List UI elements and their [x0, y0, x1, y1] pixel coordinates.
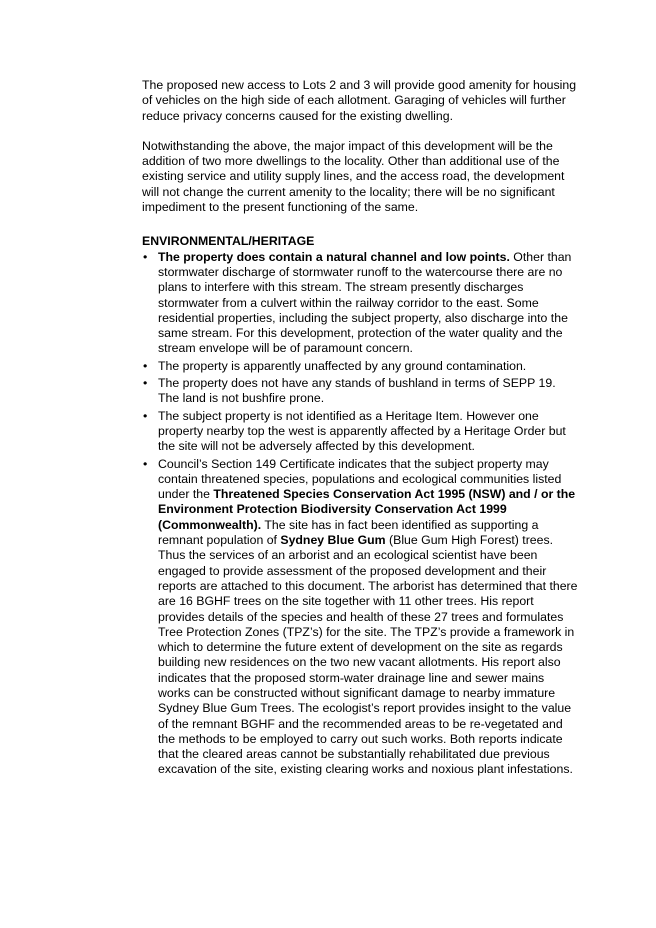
list-item: [142, 376, 578, 407]
section-heading: ENVIRONMENTAL/HERITAGE: [142, 234, 315, 249]
item-text: The site has in fact been identified as supporting a remnant population of: [158, 517, 539, 548]
bold-text: The property does contain a natural channel and low points.: [158, 249, 510, 264]
item-text: The property does not have any stands of bushland in terms of SEPP 19. The land is not bushfire prone.: [158, 376, 556, 406]
list-item: [142, 409, 578, 455]
bullet-icon: •: [143, 376, 148, 391]
bullet-icon: •: [143, 408, 148, 423]
bold-text: Sydney Blue Gum: [280, 533, 386, 548]
item-text: The subject property is not identified as a Heritage Item. However one property nearby top the west is apparently affected by a Heritage Order but the site will not be adversely affected by this development.: [158, 408, 566, 454]
document-page: [142, 78, 578, 780]
item-text: Other than stormwater discharge of stormwater runoff to the watercourse there are no plans to interfere with this stream. The stream presently discharges stormwater from a culvert within the railway corridor to the east. Some residential properties, including the subject property, also discharge into the same stream. For this development, protection of the water quality and the stream envelope will be of paramount concern.: [158, 249, 572, 356]
bullet-icon: •: [143, 358, 148, 373]
bold-text: Threatened Species Conservation Act 1995 (NSW) and / or the Environment Protection Biodiversity Conservation Act 1999 (Commonwealth).: [158, 487, 576, 532]
item-text: (Blue Gum High Forest) trees. Thus the services of an arborist and an ecological scientist have been engaged to provide assessment of the proposed development and their reports are attached to this document. The arborist has determined that there are 16 BGHF trees on the site together with 11 other trees. His report provides details of the species and health of these 27 trees and formulates Tree Protection Zones (TPZ’s) for the site. The TPZ’s provide a framework in which to determine the future extent of development on the site as regards building new residences on the two new vacant allotments. His report also indicates that the proposed storm-water drainage line and sewer mains works can be constructed without significant damage to nearby immature Sydney Blue Gum Trees. The ecologist’s report provides insight to the value of the remnant BGHF and the recommended areas to be re-vegetated and the methods to be employed to carry out such works. Both reports indicate that the cleared areas cannot be substantially rehabilitated due previous excavation of the site, existing clearing works and noxious plant infestations.: [158, 533, 578, 777]
item-text: Council’s Section 149 Certificate indicates that the subject property may contain threatened species, populations and ecological communities listed under the: [158, 456, 562, 502]
bullet-icon: •: [143, 456, 148, 471]
list-item: [142, 457, 578, 778]
item-text: The property is apparently unaffected by any ground contamination.: [158, 358, 527, 373]
list-item: [142, 250, 578, 357]
bullet-list: [142, 250, 578, 778]
paragraph-impact: Notwithstanding the above, the major impact of this development will be the addition of two more dwellings to the locality. Other than additional use of the existing service and utility supply lines, and the access road, the development will not change the current amenity to the locality; there will be no significant impediment to the present functioning of the same.: [142, 138, 565, 215]
bullet-icon: •: [143, 249, 148, 264]
list-item: [142, 359, 578, 374]
paragraph-amenity: The proposed new access to Lots 2 and 3 will provide good amenity for housing of vehicles on the high side of each allotment. Garaging of vehicles will further reduce privacy concerns caused for the existing dwelling.: [142, 78, 577, 123]
